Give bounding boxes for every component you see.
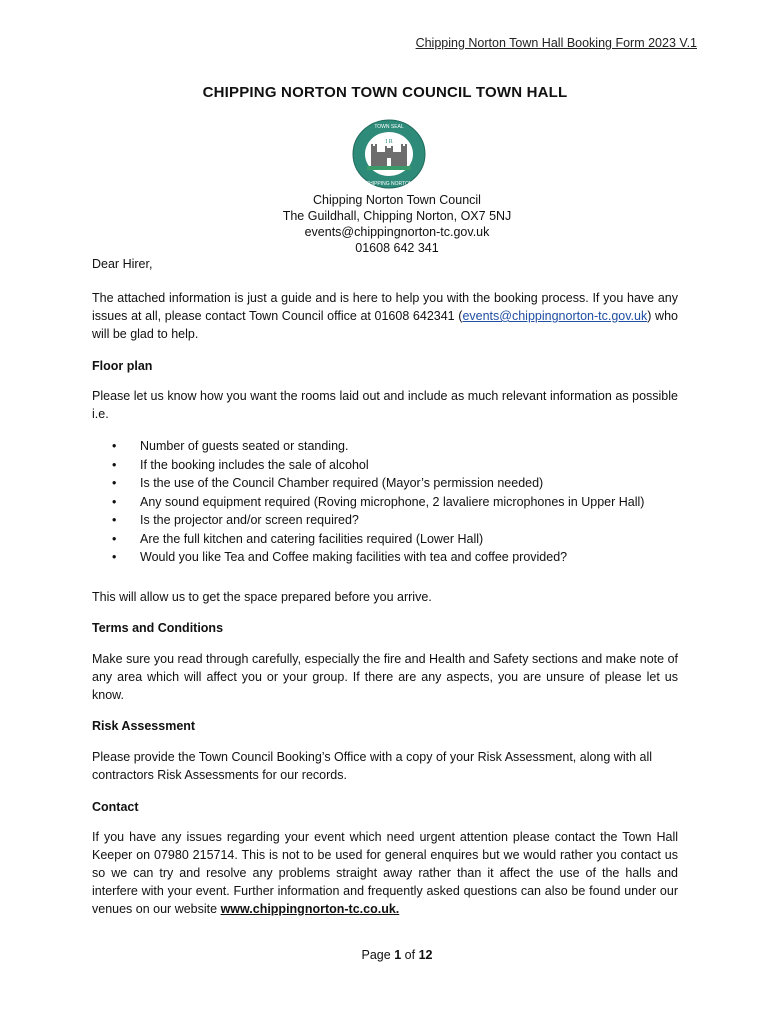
intro-text-before: The attached information is just a guide and is here to help you with the booking process. If you have any issues at all, please contact Town Council office at 01608 642341 (: [92, 291, 678, 323]
contact-text: If you have any issues regarding your event which need urgent attention please contact the Town Hall Keeper on 07980 215714. This is not to be used for general enquires but we would rather you contact us so we can try and resolve any problems straight away rather than it affect the use of the halls and interfere with your event. Further information and frequently asked questions can also be found under our venues on our website: [92, 830, 678, 916]
page-total: 12: [418, 948, 433, 962]
page-title: CHIPPING NORTON TOWN COUNCIL TOWN HALL: [202, 84, 568, 101]
website-link[interactable]: www.chippingnorton-tc.co.uk.: [220, 902, 400, 916]
floor-plan-bullet-list: [112, 437, 692, 567]
terms-heading: Terms and Conditions: [92, 621, 224, 635]
svg-text:TOWN SEAL: TOWN SEAL: [374, 124, 404, 130]
greeting: Dear Hirer,: [92, 257, 153, 271]
page-of-label: of: [404, 948, 416, 962]
email-link[interactable]: events@chippingnorton-tc.gov.uk: [462, 309, 648, 323]
terms-text: Make sure you read through carefully, especially the fire and Health and Safety sections and make note of any area which will affect you or your group. If there are any aspects, you are unsure of please let us know.: [92, 652, 678, 702]
list-item: • If the booking includes the sale of alcohol: [112, 457, 369, 472]
list-item: • Would you like Tea and Coffee making facilities with tea and coffee provided?: [112, 550, 568, 565]
list-item: • Any sound equipment required (Roving microphone, 2 lavaliere microphones in Upper Hall): [112, 494, 645, 509]
floor-plan-closing: This will allow us to get the space prepared before you arrive.: [92, 590, 432, 604]
page-label: Page: [361, 948, 391, 962]
list-item: • Are the full kitchen and catering facilities required (Lower Hall): [112, 531, 484, 546]
intro-text-after: ) who will be glad to help.: [92, 309, 678, 341]
svg-text:I R: I R: [385, 139, 393, 145]
floor-plan-text: Please let us know how you want the rooms laid out and include as much relevant information as possible i.e.: [92, 389, 678, 421]
contact-heading: Contact: [92, 800, 139, 814]
list-item: • Number of guests seated or standing.: [112, 439, 349, 454]
floor-plan-heading: Floor plan: [92, 359, 153, 373]
address-line-email: events@chippingnorton-tc.gov.uk: [304, 225, 490, 239]
council-address: [0, 192, 770, 256]
svg-text:CHIPPING NORTON: CHIPPING NORTON: [365, 181, 413, 187]
intro-paragraph: [92, 289, 678, 343]
page-footer: [0, 948, 770, 962]
list-item: • Is the projector and/or screen required?: [112, 513, 359, 528]
address-line-street: The Guildhall, Chipping Norton, OX7 5NJ: [282, 209, 512, 223]
risk-text: Please provide the Town Council Booking’s Office with a copy of your Risk Assessment, along with all contractors Risk Assessments for our records.: [92, 750, 653, 782]
address-line-name: Chipping Norton Town Council: [313, 193, 481, 207]
form-version-header: Chipping Norton Town Hall Booking Form 2023 V.1: [415, 36, 697, 50]
risk-heading: Risk Assessment: [92, 719, 196, 733]
address-line-phone: 01608 642 341: [355, 241, 439, 255]
town-seal-logo: [351, 118, 427, 190]
page-current: 1: [394, 948, 402, 962]
contact-paragraph: [92, 828, 678, 918]
list-item: • Is the use of the Council Chamber required (Mayor’s permission needed): [112, 476, 544, 491]
